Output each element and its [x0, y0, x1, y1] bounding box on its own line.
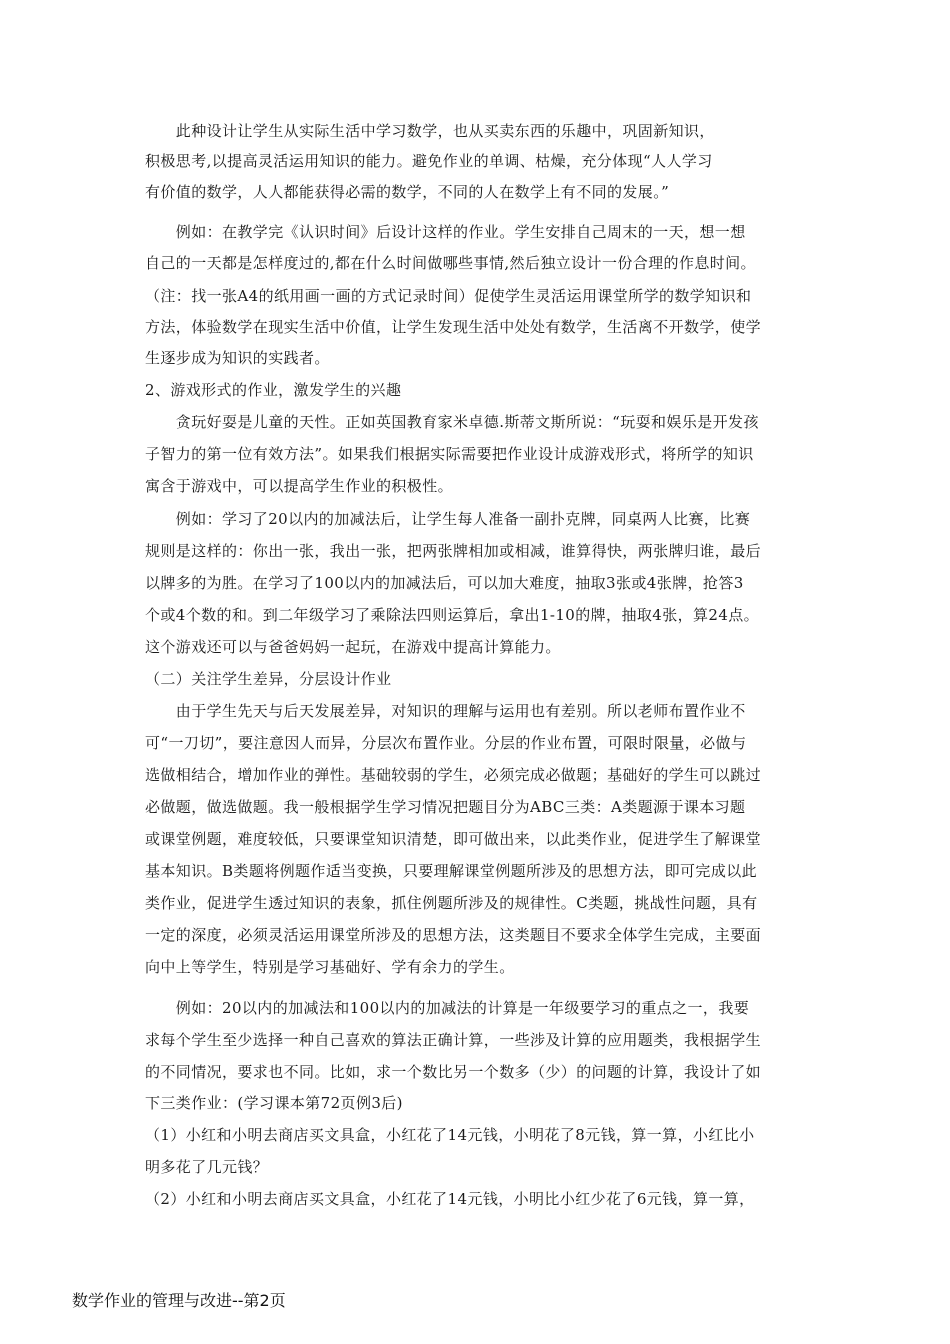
text-line: 基本知识。B类题将例题作适当变换，只要理解课堂例题所涉及的思想方法，即可完成以此 — [145, 862, 758, 880]
text-line: 下三类作业：(学习课本第72页例3后) — [145, 1094, 403, 1112]
text-line: 类作业，促进学生透过知识的表象，抓住例题所涉及的规律性。C类题，挑战性问题，具有 — [145, 894, 758, 912]
section-heading: （二）关注学生差异，分层设计作业 — [145, 670, 392, 688]
text-line: 向中上等学生，特别是学习基础好、学有余力的学生。 — [145, 958, 515, 976]
text-line: 规则是这样的：你出一张，我出一张，把两张牌相加或相减，谁算得快，两张牌归谁，最后 — [145, 542, 762, 560]
text-line: （2）小红和小明去商店买文具盒，小红花了14元钱，小明比小红少花了6元钱，算一算， — [145, 1190, 755, 1208]
text-line: 选做相结合，增加作业的弹性。基础较弱的学生，必须完成必做题；基础好的学生可以跳过 — [145, 766, 762, 784]
text-line: 个或4个数的和。到二年级学习了乘除法四则运算后，拿出1-10的牌，抽取4张，算24点。 — [145, 606, 760, 624]
text-line: 自己的一天都是怎样度过的,都在什么时间做哪些事情,然后独立设计一份合理的作息时间。 — [145, 254, 756, 272]
text-line: （1）小红和小明去商店买文具盒，小红花了14元钱，小明花了8元钱，算一算，小红比小 — [145, 1126, 755, 1144]
text-line: 求每个学生至少选择一种自己喜欢的算法正确计算，一些涉及计算的应用题类，我根据学生 — [145, 1031, 762, 1049]
text-line: 明多花了几元钱？ — [145, 1158, 269, 1176]
text-line: 积极思考,以提高灵活运用知识的能力。避免作业的单调、枯燥，充分体现“人人学习 — [145, 152, 713, 170]
page-footer: 数学作业的管理与改进--第2页 — [72, 1291, 286, 1310]
text-line: 例如：在教学完《认识时间》后设计这样的作业。学生安排自己周末的一天，想一想 — [145, 223, 746, 241]
text-line: 方法，体验数学在现实生活中价值，让学生发现生活中处处有数学，生活离不开数学，使学 — [145, 318, 762, 336]
text-line: 一定的深度，必须灵活运用课堂所涉及的思想方法，这类题目不要求全体学生完成，主要面 — [145, 926, 762, 944]
text-line: 子智力的第一位有效方法”。如果我们根据实际需要把作业设计成游戏形式，将所学的知识 — [145, 445, 754, 463]
text-line: 的不同情况，要求也不同。比如，求一个数比另一个数多（少）的问题的计算，我设计了如 — [145, 1063, 762, 1081]
text-line: 生逐步成为知识的实践者。 — [145, 349, 330, 367]
text-line: （注：找一张A4的纸用画一画的方式记录时间）促使学生灵活运用课堂所学的数学知识和 — [145, 287, 752, 305]
text-line: 例如：20以内的加减法和100以内的加减法的计算是一年级要学习的重点之一，我要 — [145, 999, 750, 1017]
text-line: 贪玩好耍是儿童的天性。正如英国教育家米卓德.斯蒂文斯所说：“玩耍和娱乐是开发孩 — [145, 413, 759, 431]
text-line: 或课堂例题，难度较低，只要课堂知识清楚，即可做出来，以此类作业，促进学生了解课堂 — [145, 830, 762, 848]
text-line: 有价值的数学，人人都能获得必需的数学，不同的人在数学上有不同的发展。” — [145, 183, 670, 201]
text-line: 必做题，做选做题。我一般根据学生学习情况把题目分为ABC三类：A类题源于课本习题 — [145, 798, 746, 816]
text-line: 寓含于游戏中，可以提高学生作业的积极性。 — [145, 477, 454, 495]
text-line: 由于学生先天与后天发展差异，对知识的理解与运用也有差别。所以老师布置作业不 — [145, 702, 746, 720]
text-line: 可“一刀切”，要注意因人而异，分层次布置作业。分层的作业布置，可限时限量，必做与 — [145, 734, 747, 752]
text-line: 此种设计让学生从实际生活中学习数学，也从买卖东西的乐趣中，巩固新知识， — [145, 122, 715, 140]
text-line: 这个游戏还可以与爸爸妈妈一起玩，在游戏中提高计算能力。 — [145, 638, 561, 656]
text-line: 例如：学习了20以内的加减法后，让学生每人准备一副扑克牌，同桌两人比赛，比赛 — [145, 510, 751, 528]
section-heading: 2、游戏形式的作业，激发学生的兴趣 — [145, 381, 402, 399]
text-line: 以牌多的为胜。在学习了100以内的加减法后，可以加大难度，抽取3张或4张牌，抢答3 — [145, 574, 744, 592]
